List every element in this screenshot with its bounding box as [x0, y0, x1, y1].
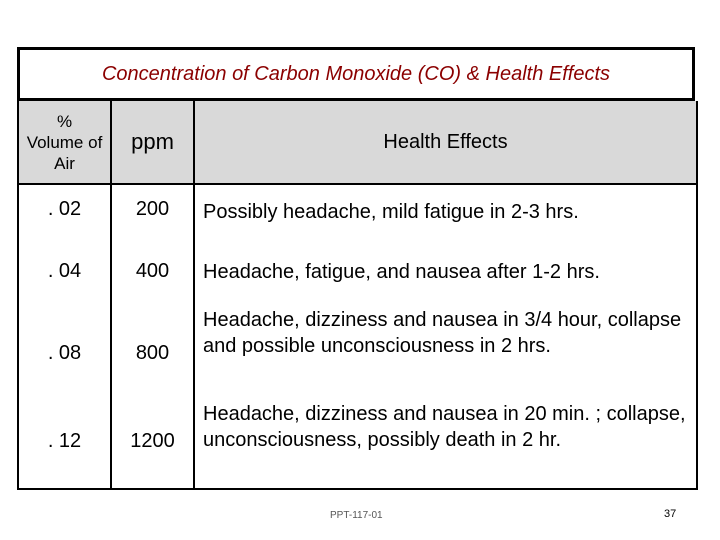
header-ppm: ppm	[131, 129, 174, 154]
row-2-ppm: 400	[135, 259, 170, 282]
footer-code: PPT-117-01	[330, 510, 383, 521]
row-3-ppm: 800	[135, 341, 170, 364]
header-volume-label: % Volume of Air	[26, 111, 103, 173]
row-3-volume: . 08	[47, 341, 82, 364]
slide-title: Concentration of Carbon Monoxide (CO) & Health Effects	[101, 63, 611, 85]
row-4-effect: Headache, dizziness and nausea in 20 min. ; collapse, unconsciousness, possibly death in 2 hr.	[203, 403, 686, 451]
page-number: 37	[664, 508, 677, 520]
header-volume	[19, 101, 110, 183]
co-effects-table	[17, 101, 698, 490]
row-2-effect: Headache, fatigue, and nausea after 1-2 hrs.	[203, 261, 600, 283]
row-1-volume: . 02	[47, 197, 82, 220]
row-2-volume: . 04	[47, 259, 82, 282]
slide-title-box	[17, 47, 695, 101]
header-health-effects: Health Effects	[383, 130, 508, 153]
row-3-effect: Headache, dizziness and nausea in 3/4 hour, collapse and possible unconsciousness in 2 hrs.	[203, 309, 682, 357]
row-1-effect: Possibly headache, mild fatigue in 2-3 hrs.	[203, 201, 579, 223]
row-4-volume: . 12	[47, 429, 82, 452]
row-1-ppm: 200	[135, 197, 170, 220]
row-4-ppm: 1200	[130, 429, 175, 452]
